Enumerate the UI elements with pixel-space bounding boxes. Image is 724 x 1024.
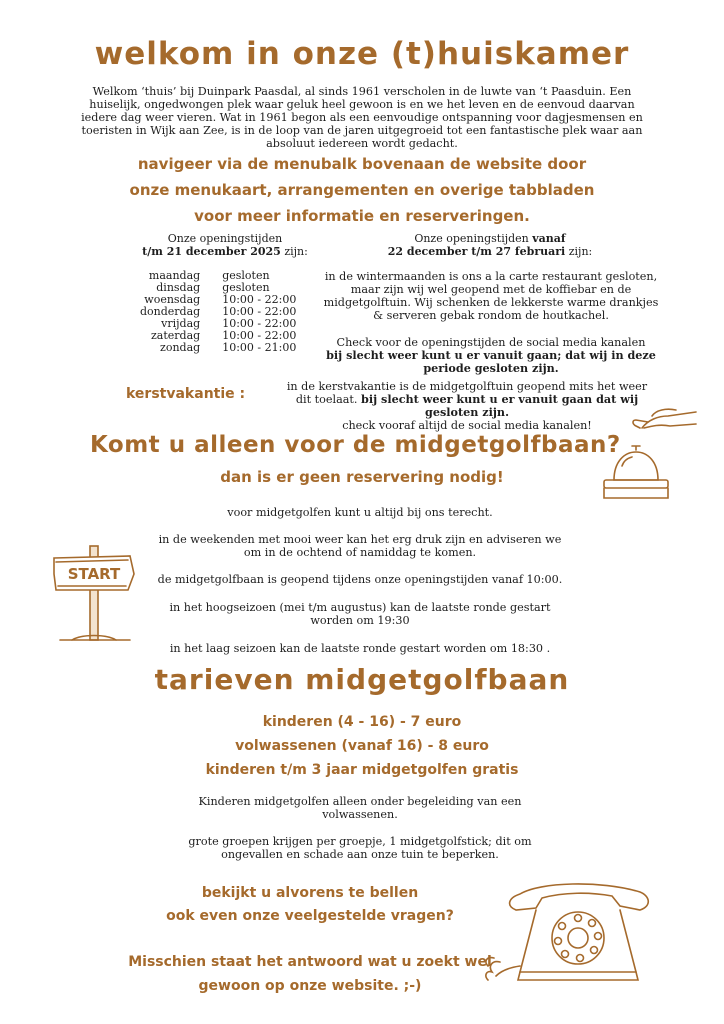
winter-info bbox=[320, 270, 662, 375]
hours-left-heading-suffix: zijn: bbox=[280, 245, 308, 258]
golf-paragraph-3: de midgetgolfbaan is geopend tijdens onze openingstijden vanaf 10:00. bbox=[157, 573, 563, 586]
rule-supervision: Kinderen midgetgolfen alleen onder begeleiding van een volwassenen. bbox=[198, 795, 522, 821]
hours-right-heading-period: 22 december t/m 27 februari bbox=[387, 245, 566, 258]
social-media-text: Check voor de openingstijden de social media kanalen bbox=[336, 336, 646, 349]
hours-time: 10:00 - 22:00 bbox=[222, 329, 297, 342]
hours-right-heading-vanaf: vanaf bbox=[532, 232, 566, 245]
hours-left-heading-period: t/m 21 december 2025 bbox=[142, 245, 281, 258]
kerst-label: kerstvakantie : bbox=[126, 386, 246, 402]
hours-time: 10:00 - 21:00 bbox=[222, 341, 297, 354]
nav-hint-line-3: voor meer informatie en reserveringen. bbox=[194, 207, 530, 225]
page-title: welkom in onze (t)huiskamer bbox=[94, 36, 630, 72]
faq-line-1: bekijkt u alvorens te bellen bbox=[201, 885, 419, 901]
kerst-text-plain: in de kerstvakantie is de midgetgolftuin geopend mits het weer dit toelaat. bbox=[286, 380, 648, 406]
kerst-text-bold: bij slecht weer kunt u er vanuit gaan dat wij gesloten zijn. bbox=[361, 392, 639, 419]
hours-day: zaterdag bbox=[151, 329, 201, 342]
golf-subtitle: dan is er geen reservering nodig! bbox=[220, 468, 504, 486]
faq-line-3: Misschien staat het antwoord wat u zoekt wel bbox=[128, 954, 492, 970]
hours-time: 10:00 - 22:00 bbox=[222, 305, 297, 318]
telephone-icon bbox=[480, 876, 664, 986]
hours-time: gesloten bbox=[222, 281, 270, 294]
bad-weather-notice: bij slecht weer kunt u er vanuit gaan; dat wij in deze periode gesloten zijn. bbox=[326, 348, 656, 375]
hours-day: zondag bbox=[160, 341, 201, 354]
faq-line-2: ook even onze veelgestelde vragen? bbox=[166, 908, 454, 924]
hours-left-heading bbox=[125, 232, 325, 258]
winter-text: in de wintermaanden is ons a la carte restaurant gesloten, maar zijn wij wel geopend met de koffiebar en de midgetgolftuin. Wij schenken de lekkerste warme drankjes & serveren gebak rondom de houtkachel. bbox=[323, 270, 659, 322]
golf-paragraph-2: in de weekenden met mooi weer kan het erg druk zijn en adviseren we om in de ochtend of namiddag te komen. bbox=[158, 533, 562, 559]
hours-day: donderdag bbox=[140, 305, 201, 318]
hours-right-heading bbox=[320, 232, 660, 258]
golf-paragraph-1: voor midgetgolfen kunt u altijd bij ons terecht. bbox=[227, 506, 493, 519]
start-sign-label: START bbox=[67, 565, 121, 583]
rule-groups: grote groepen krijgen per groepje, 1 midgetgolfstick; dit om ongevallen en schade aan onze tuin te beperken. bbox=[188, 835, 532, 861]
golf-paragraph-4: in het hoogseizoen (mei t/m augustus) kan de laatste ronde gestart worden om 19:30 bbox=[169, 601, 551, 627]
start-sign-icon bbox=[52, 544, 136, 644]
hours-time: 10:00 - 22:00 bbox=[222, 317, 297, 330]
hours-right-heading-suffix: zijn: bbox=[565, 245, 593, 258]
kerst-text-end: check vooraf altijd de social media kanalen! bbox=[342, 419, 592, 432]
golf-title: Komt u alleen voor de midgetgolfbaan? bbox=[90, 432, 621, 458]
hours-row bbox=[140, 342, 296, 354]
opening-hours-table bbox=[140, 270, 296, 354]
hours-day: vrijdag bbox=[161, 317, 201, 330]
price-line: kinderen t/m 3 jaar midgetgolfen gratis bbox=[205, 762, 519, 778]
hours-time: gesloten bbox=[222, 269, 270, 282]
hours-time: 10:00 - 22:00 bbox=[222, 293, 297, 306]
price-line: volwassenen (vanaf 16) - 8 euro bbox=[235, 738, 489, 754]
nav-hint-line-1: navigeer via de menubalk bovenaan de website door bbox=[137, 155, 587, 173]
hours-day: woensdag bbox=[144, 293, 201, 306]
tarieven-title: tarieven midgetgolfbaan bbox=[154, 663, 570, 696]
nav-hint-line-2: onze menukaart, arrangementen en overige tabbladen bbox=[129, 181, 595, 199]
hours-left-heading-line1: Onze openingstijden bbox=[167, 232, 283, 245]
golf-paragraph-5: in het laag seizoen kan de laatste ronde gestart worden om 18:30 . bbox=[169, 642, 551, 655]
hours-day: maandag bbox=[148, 269, 201, 282]
faq-line-4: gewoon op onze website. ;-) bbox=[198, 978, 422, 994]
hours-day: dinsdag bbox=[156, 281, 201, 294]
price-line: kinderen (4 - 16) - 7 euro bbox=[262, 714, 462, 730]
hours-right-heading-prefix: Onze openingstijden bbox=[414, 232, 533, 245]
intro-paragraph: Welkom ‘thuis’ bij Duinpark Paasdal, al sinds 1961 verscholen in de luwte van ‘t Paasduin. Een huiselijk, ongedwongen plek waar geluk heel gewoon is en we het leven en de eenvoud daarvan iedere dag weer vieren. Wat in 1961 begon als een eenvoudige ontspanning voor dagjesmensen en toeristen in Wijk aan Zee, is in de loop van de jaren uitgegroeid tot een fantastische plek waar aan absoluut iedereen wordt gedacht. bbox=[81, 85, 643, 150]
